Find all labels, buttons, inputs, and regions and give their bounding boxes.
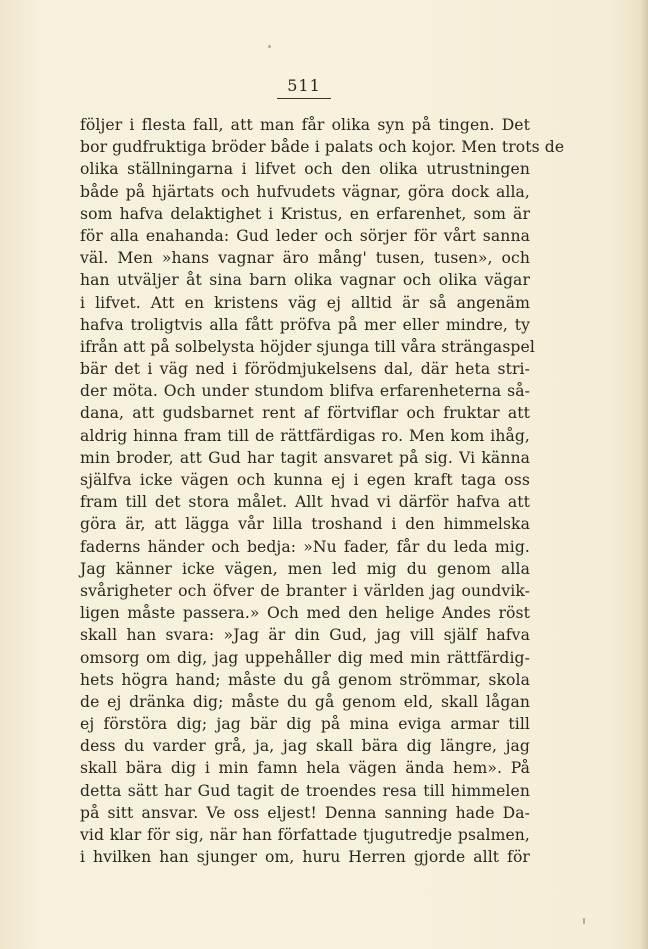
text-line: själfva icke vägen och kunna ej i egen kraft taga oss [80,471,530,489]
text-line: der möta. Och under stundom blifva erfarenheterna så- [80,382,530,401]
text-line: ligen måste passera.» Och med den helige Andes röst [80,604,530,623]
text-line: skall han svara: »Jag är din Gud, jag vill själf hafva [80,626,530,645]
text-line: väl. Men »hans vagnar äro mång' tusen, tusen», och [80,249,530,268]
text-line: min broder, att Gud har tagit ansvaret på sig. Vi känna [80,448,530,467]
text-line: som hafva delaktighet i Kristus, en erfarenhet, som är [80,204,530,223]
text-line: i hvilken han sjunger om, huru Herren gjorde allt för [80,848,530,867]
body-text [80,114,565,868]
paper-speck [583,918,585,924]
text-line: bor gudfruktiga bröder både i palats och kojor. Men trots de [80,138,565,157]
text-line: ifrån att på solbelysta höjder sjunga till våra strängaspel [80,337,535,356]
text-line: både på hjärtats och hufvudets vägnar, göra dock alla, [80,182,530,201]
text-line: aldrig hinna fram till de rättfärdigas ro. Men kom ihåg, [80,426,530,445]
text-line: skall bära dig i min famn hela vägen ända hem». På [80,759,530,778]
text-line: göra är, att lägga vår lilla troshand i den himmelska [80,515,530,534]
text-line: ej förstöra dig; jag bär dig på mina eviga armar till [80,715,530,734]
page-number: 511 [277,76,331,99]
text-line: i lifvet. Att en kristens väg ej alltid är så angenäm [80,293,530,312]
text-line: de ej dränka dig; måste du gå genom eld, skall lågan [80,692,530,711]
text-line: omsorg om dig, jag uppehåller dig med min rättfärdig- [80,648,530,667]
text-line: bär det i väg ned i förödmjukelsens dal, där heta stri- [80,360,530,379]
text-line: för alla enahanda: Gud leder och sörjer för vårt sanna [80,226,530,245]
text-line: olika ställningarna i lifvet och den olika utrustningen [80,160,530,179]
text-line: på sitt ansvar. Ve oss eljest! Denna sanning hade Da- [80,803,530,822]
page-edge-shadow [640,0,648,949]
text-line: vid klar för sig, när han författade tjugutredje psalmen, [80,826,530,844]
paper-speck [268,45,271,48]
text-line: följer i flesta fall, att man får olika syn på tingen. Det [80,116,530,134]
text-line: Jag känner icke vägen, men led mig du genom alla [80,559,530,578]
text-line: han utväljer åt sina barn olika vagnar och olika vägar [80,271,530,290]
text-line: svårigheter och öfver de branter i världen jag oundvik- [80,581,530,600]
text-line: dana, att gudsbarnet rent af förtviflar och fruktar att [80,404,530,423]
text-line: faderns händer och bedja: »Nu fader, får du leda mig. [80,537,530,556]
text-line: hafva troligtvis alla fått pröfva på mer eller mindre, ty [80,315,530,334]
text-line: fram till det stora målet. Allt hvad vi därför hafva att [80,493,530,512]
text-line: detta sätt har Gud tagit de troendes resa till himmelen [80,781,530,800]
text-line: hets högra hand; måste du gå genom strömmar, skola [80,670,530,689]
text-line: dess du varder grå, ja, jag skall bära dig längre, jag [80,737,530,756]
